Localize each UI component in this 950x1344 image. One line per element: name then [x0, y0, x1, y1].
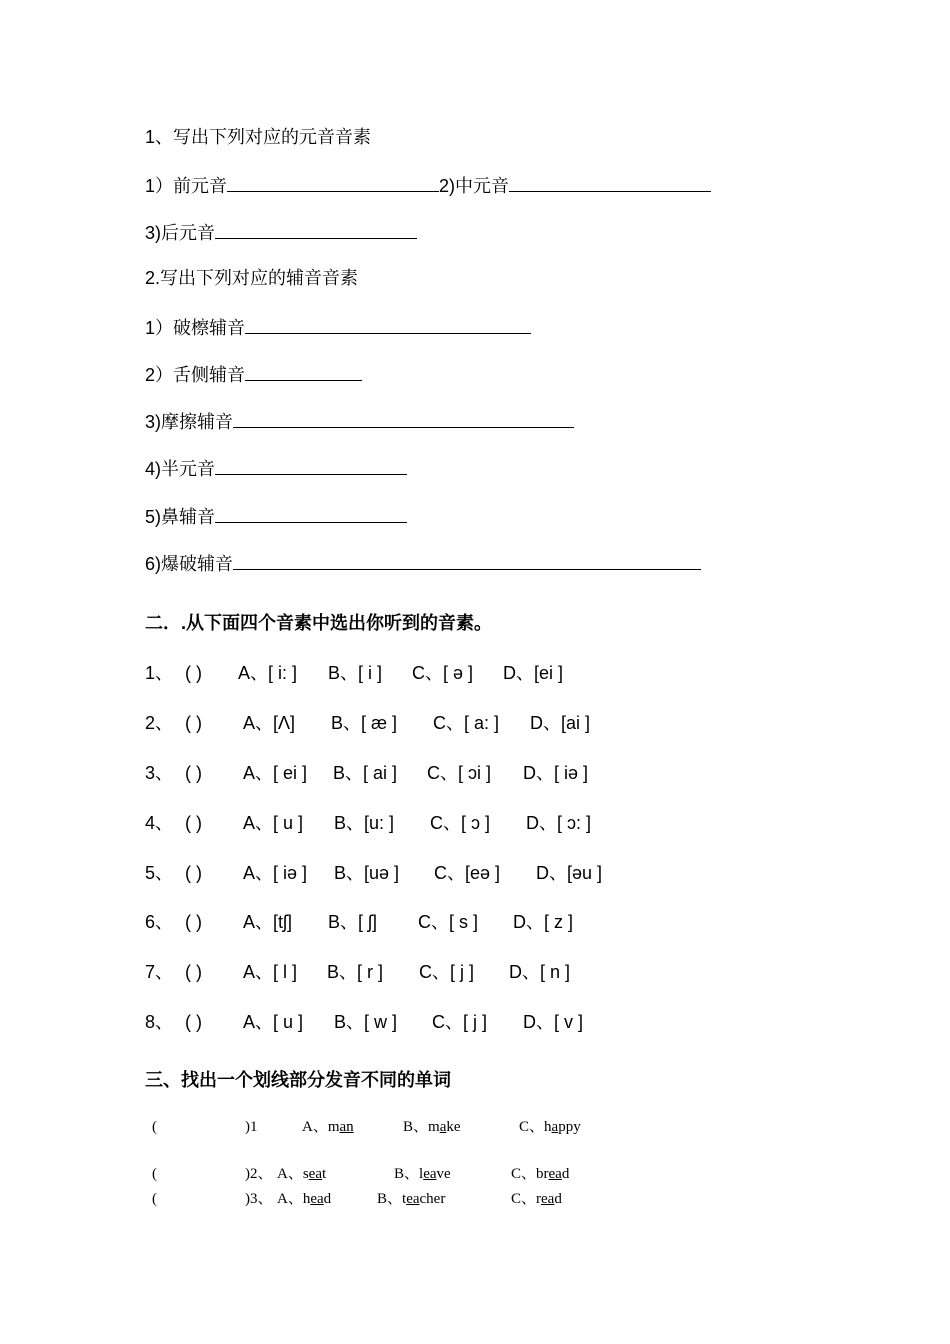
semivowel-row — [145, 456, 407, 480]
affricate-label: 1）破檫辅音 — [145, 318, 246, 338]
option-a: A、[tʃ] — [243, 912, 293, 932]
answer-paren[interactable]: ( ) — [185, 912, 202, 932]
close-paren-number: )2、 — [245, 1166, 273, 1182]
option-d: D、[ ɔ: ] — [526, 813, 592, 833]
back-vowel-label: 3)后元音 — [145, 223, 216, 243]
semivowel-label: 4)半元音 — [145, 459, 216, 479]
plosive-blank[interactable] — [233, 551, 701, 570]
option-d: D、[ v ] — [523, 1012, 584, 1032]
option-d: D、[ z ] — [513, 912, 574, 932]
option-d: D、[ei ] — [503, 663, 564, 683]
option-b: B、[ i ] — [328, 663, 383, 683]
option-d: D、[ iə ] — [523, 763, 589, 783]
option-b: B、[ r ] — [327, 962, 384, 982]
option-a: A、[ i: ] — [238, 663, 298, 683]
open-paren[interactable]: ( — [152, 1166, 157, 1182]
semivowel-blank[interactable] — [215, 456, 407, 475]
option-d: D、[əu ] — [536, 863, 603, 883]
option-a: A、[ u ] — [243, 813, 304, 833]
question-number: 2、 — [145, 713, 174, 733]
option-a: A、[ l ] — [243, 962, 298, 982]
affricate-row — [145, 315, 531, 339]
question-number: 4、 — [145, 813, 174, 833]
nasal-blank[interactable] — [215, 504, 407, 523]
nasal-row — [145, 504, 407, 528]
option-c: C、[ ə ] — [412, 663, 474, 683]
option-c: C、bread — [511, 1166, 570, 1182]
option-a: A、[ u ] — [243, 1012, 304, 1032]
option-c: C、happy — [519, 1119, 581, 1135]
central-vowel-label: 2)中元音 — [439, 176, 510, 196]
back-vowel-blank[interactable] — [215, 220, 417, 239]
open-paren[interactable]: ( — [152, 1119, 157, 1135]
option-b: B、make — [403, 1119, 461, 1135]
option-c: C、[ s ] — [418, 912, 479, 932]
answer-paren[interactable]: ( ) — [185, 863, 202, 883]
front-vowel-blank[interactable] — [227, 173, 439, 192]
answer-paren[interactable]: ( ) — [185, 713, 202, 733]
option-c: C、[ ɔi ] — [427, 763, 492, 783]
option-a: A、[ iə ] — [243, 863, 308, 883]
fricative-blank[interactable] — [233, 409, 574, 428]
option-a: A、[ ei ] — [243, 763, 308, 783]
option-b: B、teacher — [377, 1191, 446, 1207]
front-vowel-label: 1）前元音 — [145, 176, 228, 196]
answer-paren[interactable]: ( ) — [185, 813, 202, 833]
option-c: C、[ j ] — [419, 962, 475, 982]
option-b: B、[ æ ] — [331, 713, 398, 733]
option-b: B、[ ai ] — [333, 763, 398, 783]
part3-title: 三、找出一个划线部分发音不同的单词 — [145, 1070, 451, 1090]
answer-paren[interactable]: ( ) — [185, 1012, 202, 1032]
open-paren[interactable]: ( — [152, 1191, 157, 1207]
question-number: 6、 — [145, 912, 174, 932]
fricative-row — [145, 409, 574, 433]
close-paren-number: )3、 — [245, 1191, 273, 1207]
close-paren-number: )1 — [245, 1119, 258, 1135]
question-number: 8、 — [145, 1012, 174, 1032]
lateral-label: 2）舌侧辅音 — [145, 365, 246, 385]
central-vowel-blank[interactable] — [509, 173, 711, 192]
option-b: B、[u: ] — [334, 813, 395, 833]
option-b: B、[ w ] — [334, 1012, 398, 1032]
option-c: C、[ ɔ ] — [430, 813, 491, 833]
section2-title: 2.写出下列对应的辅音音素 — [145, 268, 359, 288]
option-a: A、[Λ] — [243, 713, 296, 733]
nasal-label: 5)鼻辅音 — [145, 507, 216, 527]
option-c: C、[ a: ] — [433, 713, 500, 733]
answer-paren[interactable]: ( ) — [185, 763, 202, 783]
back-vowel-row — [145, 220, 417, 244]
lateral-row — [145, 362, 362, 386]
option-d: D、[ai ] — [530, 713, 591, 733]
option-b: B、[uə ] — [334, 863, 400, 883]
option-d: D、[ n ] — [509, 962, 571, 982]
front-vowel-row — [145, 173, 711, 197]
affricate-blank[interactable] — [245, 315, 531, 334]
lateral-blank[interactable] — [245, 362, 362, 381]
question-number: 5、 — [145, 863, 174, 883]
question-number: 7、 — [145, 962, 174, 982]
option-b: B、leave — [394, 1166, 451, 1182]
section1-title: 1、写出下列对应的元音音素 — [145, 127, 372, 147]
answer-paren[interactable]: ( ) — [185, 663, 202, 683]
plosive-row — [145, 551, 701, 575]
plosive-label: 6)爆破辅音 — [145, 554, 234, 574]
question-number: 3、 — [145, 763, 174, 783]
question-number: 1、 — [145, 663, 174, 683]
answer-paren[interactable]: ( ) — [185, 962, 202, 982]
option-a: A、head — [277, 1191, 332, 1207]
option-a: A、man — [302, 1119, 354, 1135]
part2-title: 二．.从下面四个音素中选出你听到的音素。 — [145, 613, 492, 633]
fricative-label: 3)摩擦辅音 — [145, 412, 234, 432]
option-c: C、[ j ] — [432, 1012, 488, 1032]
option-a: A、seat — [277, 1166, 327, 1182]
option-b: B、[ ʃ] — [328, 912, 378, 932]
option-c: C、[eə ] — [434, 863, 501, 883]
option-c: C、read — [511, 1191, 562, 1207]
